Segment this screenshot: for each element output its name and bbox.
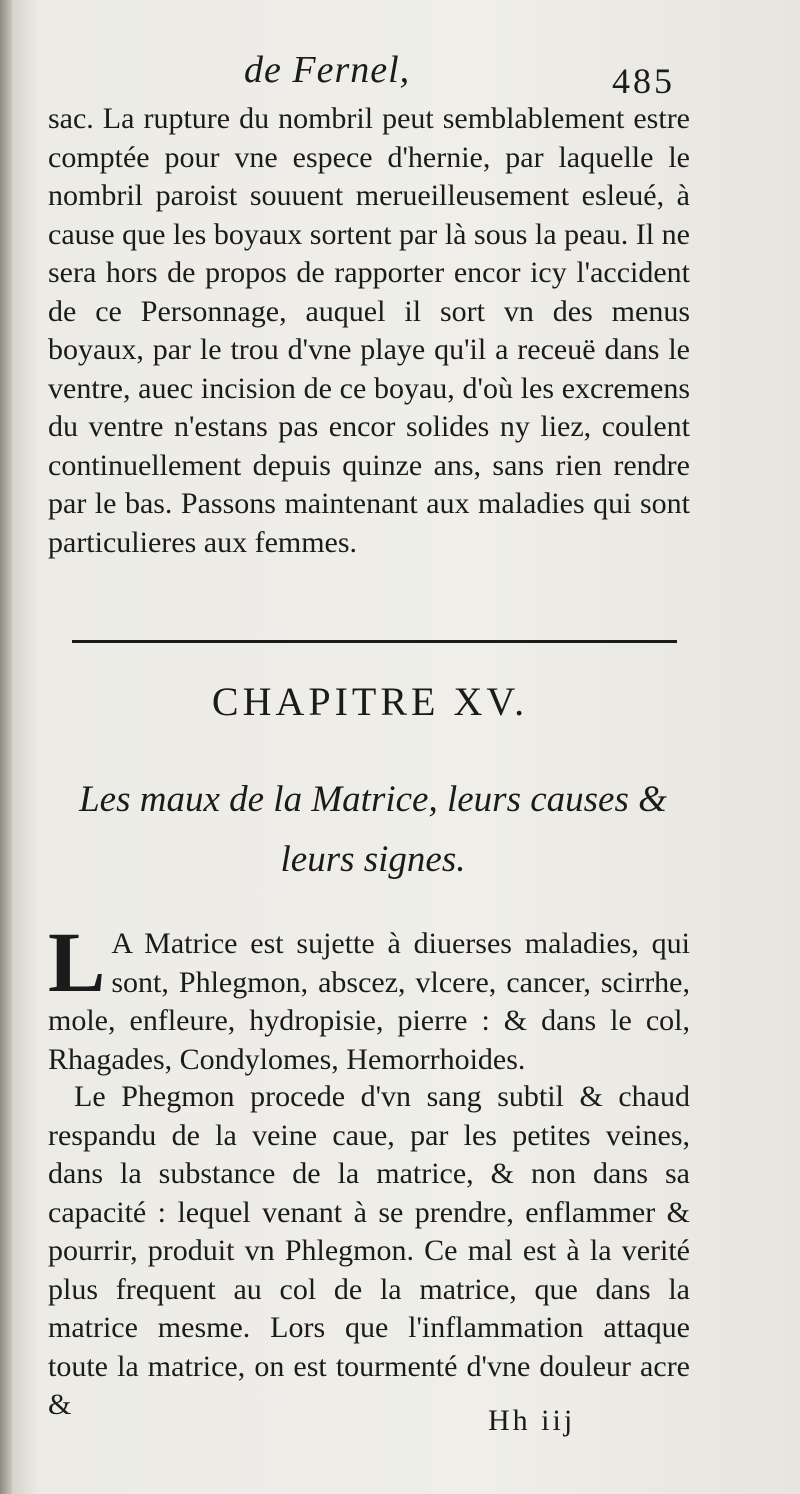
chapter-subtitle: Les maux de la Matrice, leurs causes & leurs signes.: [79, 779, 667, 880]
signature-mark: Hh iij: [488, 1404, 576, 1437]
section-divider-rule: [72, 640, 677, 643]
paragraph-matrice-maladies: [48, 914, 690, 1079]
page-number: 485: [612, 61, 675, 101]
drop-cap-letter: L: [48, 914, 106, 1010]
chapter-title: CHAPITRE XV.: [211, 679, 529, 724]
paragraph-matrice-text: A Matrice est sujette à diuerses maladies, qui sont, Phlegmon, abscez, vlcere, cancer, scirrhe, mole, enfleure, hydropisie, pierre : & dans le col, Rhagades, Condylomes, Hemorrhoides.: [48, 927, 690, 1076]
paragraph-phlegmon: Le Phegmon procede d'vn sang subtil & chaud respandu de la veine caue, par les petites veines, dans la substance de la matrice, & non dans sa capacité : lequel venant à se prendre, enflammer & pourrir, produit vn Phlegmon. Ce mal est à la verité plus frequent au col de la matrice, que dans la matrice mesme. Lors que l'inflammation attaque toute la matrice, on est tourmenté d'vne douleur acre &: [48, 1080, 690, 1421]
paragraph-hernia: sac. La rupture du nombril peut semblablement estre comptée pour vne espece d'hernie, par laquelle le nombril paroist souuent merueilleusement esleué, à cause que les boyaux sortent par là sous la peau. Il ne sera hors de propos de rapporter encor icy l'accident de ce Personnage, auquel il sort vn des menus boyaux, par le trou d'vne playe qu'il a receuë dans le ventre, auec incision de ce boyau, d'où les excremens du ventre n'estans pas encor solides ny liez, coulent continuellement depuis quinze ans, sans rien rendre par le bas. Passons maintenant aux maladies qui sont particulieres aux femmes.: [48, 102, 690, 559]
page-gutter-edge: [0, 0, 12, 1494]
running-head: de Fernel,: [244, 49, 411, 91]
